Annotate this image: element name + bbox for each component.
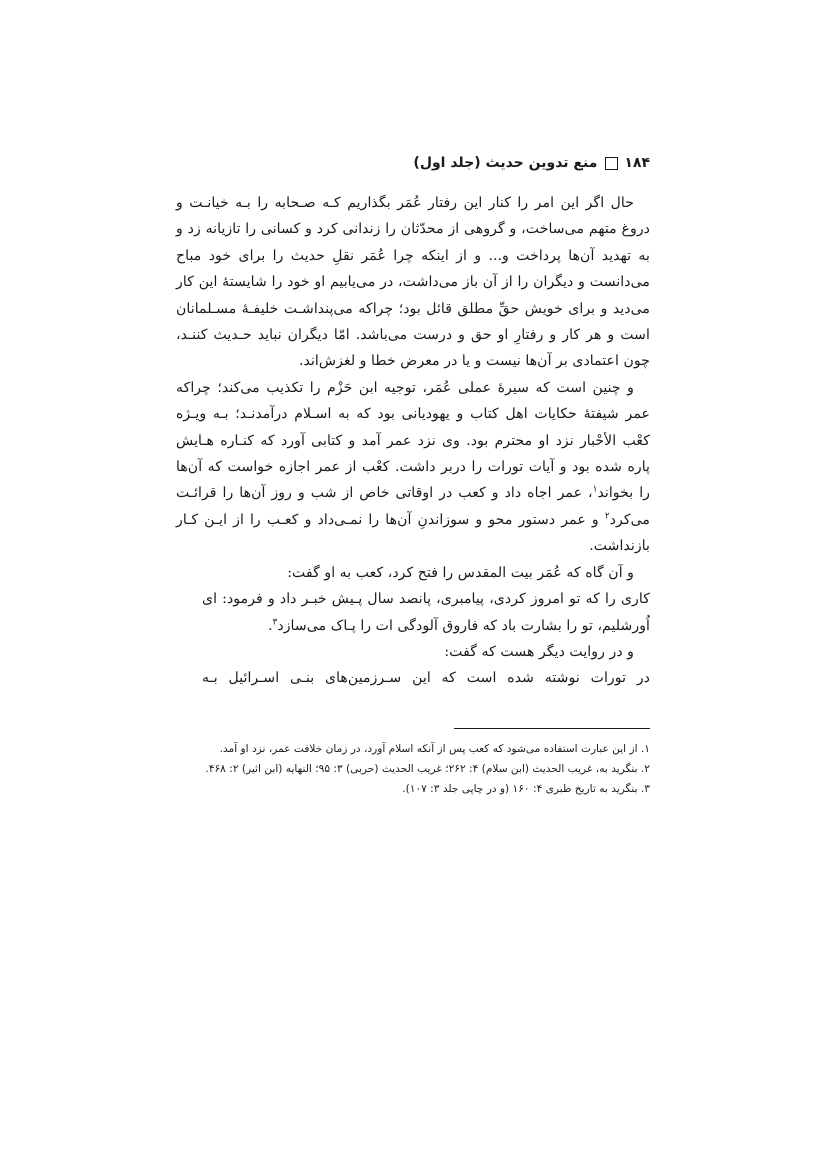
paragraph-2 [176, 375, 650, 560]
footnote-mark-3: ۳ [272, 616, 278, 627]
footnote-separator [454, 728, 650, 729]
footnote-3: ۳. بنگرید به تاریخ طبری ۴: ۱۶۰ (و در چاپی جلد ۳: ۱۰۷). [402, 782, 650, 795]
paragraph-1: حال اگر این امر را کنار این رفتار عُمَر بگذاریم کـه صـحابه را بـه خیانـت و دروغ متهم می‌ساخت، و گروهی از محدّثان را زندانی کرد و کسانی را تازیانه زد و به تهدید آن‌ها پرداخت و... و از اینکه چرا عُمَر نقلِ حدیث را برای خود مباح می‌دانست و دیگران را از آن باز می‌داشت، در می‌یابیم او خود را شایستهٔ این کار می‌دید و برای خویش حقِّ مطلق قائل بود؛ چراکه می‌پنداشـت خلیفـهٔ مسـلمانان است و هر کار و رفتارِ او حق و درست می‌باشد. امّا دیگران نباید حـدیث کننـد، چون اعتمادی بر آن‌ها نیست و یا در معرض خطا و لغزش‌اند. [176, 195, 650, 370]
quote-2: در تورات نوشته شده است که این سـرزمین‌های بنـی اسـرائیل بـه [202, 670, 650, 687]
book-page [176, 150, 650, 799]
footnote-mark-2: ۲ [604, 511, 610, 522]
paragraph-4: و در روایت دیگر هست که گفت: [444, 643, 634, 660]
paragraph-2-text-c: و عمر دستور محو و سوزاندنِ آن‌ها را نمـی‌داد و کعـب را از ایـن کـار بازنداشت. [176, 511, 650, 555]
quote-1 [176, 586, 650, 639]
running-title: منع تدوین حدیث (جلد اول) [413, 155, 598, 171]
quote-1-text: کاری را که تو امروز کردی، پیامبری، پانصد سال پـیش خبـر داد و فرمود: ای اُورشلیم، تو را بشارت باد که فاروق آلودگی ات را پـاک می‌سازد [202, 591, 650, 634]
quote-1-end: . [268, 617, 273, 634]
running-header [176, 150, 650, 176]
page-number: ۱۸۴ [624, 155, 650, 171]
footnote-2: ۲. بنگرید به، غریب الحدیث (ابن سلام) ۴: ۲۶۲؛ غریب الحدیث (حربی) ۳: ۹۵؛ النهایه (ابن اثیر) ۲: ۴۶۸. [205, 762, 650, 775]
footnote-mark-1: ۱ [592, 484, 598, 495]
footnote-1: ۱. از این عبارت استفاده می‌شود که کعب پس از آنکه اسلام آورد، در زمان خلافت عمر، نزد او آمد. [219, 742, 650, 755]
paragraph-3: و آن گاه که عُمَر بیت المقدس را فتح کرد، کعب به او گفت: [287, 564, 634, 581]
paragraph-2-text-b: ، عمر اجاه داد و کعب در اوقاتی خاص از شب و روز آن‌ها را قرائـت می‌کرد [176, 485, 650, 528]
paragraph-2-text-a: و چنین است که سیرهٔ عملی عُمَر، توجیه ابن حَزْم را تکذیب می‌کند؛ چراکه عمر شیفتهٔ حکایات اهل کتاب و یهودیانی بود که به اسـلام درآمدنـد؛ بـه ویـژه کعْب الأحْبار نزد او محترم بود. وی نزد عمر آمد و کتابی آورد که کنـاره هـایش پاره شده بود و آیات تورات را دربر داشت. کعْب از عمر اجازه خواست که آن‌ها را بخواند [176, 379, 650, 502]
square-ornament-icon [605, 157, 618, 170]
